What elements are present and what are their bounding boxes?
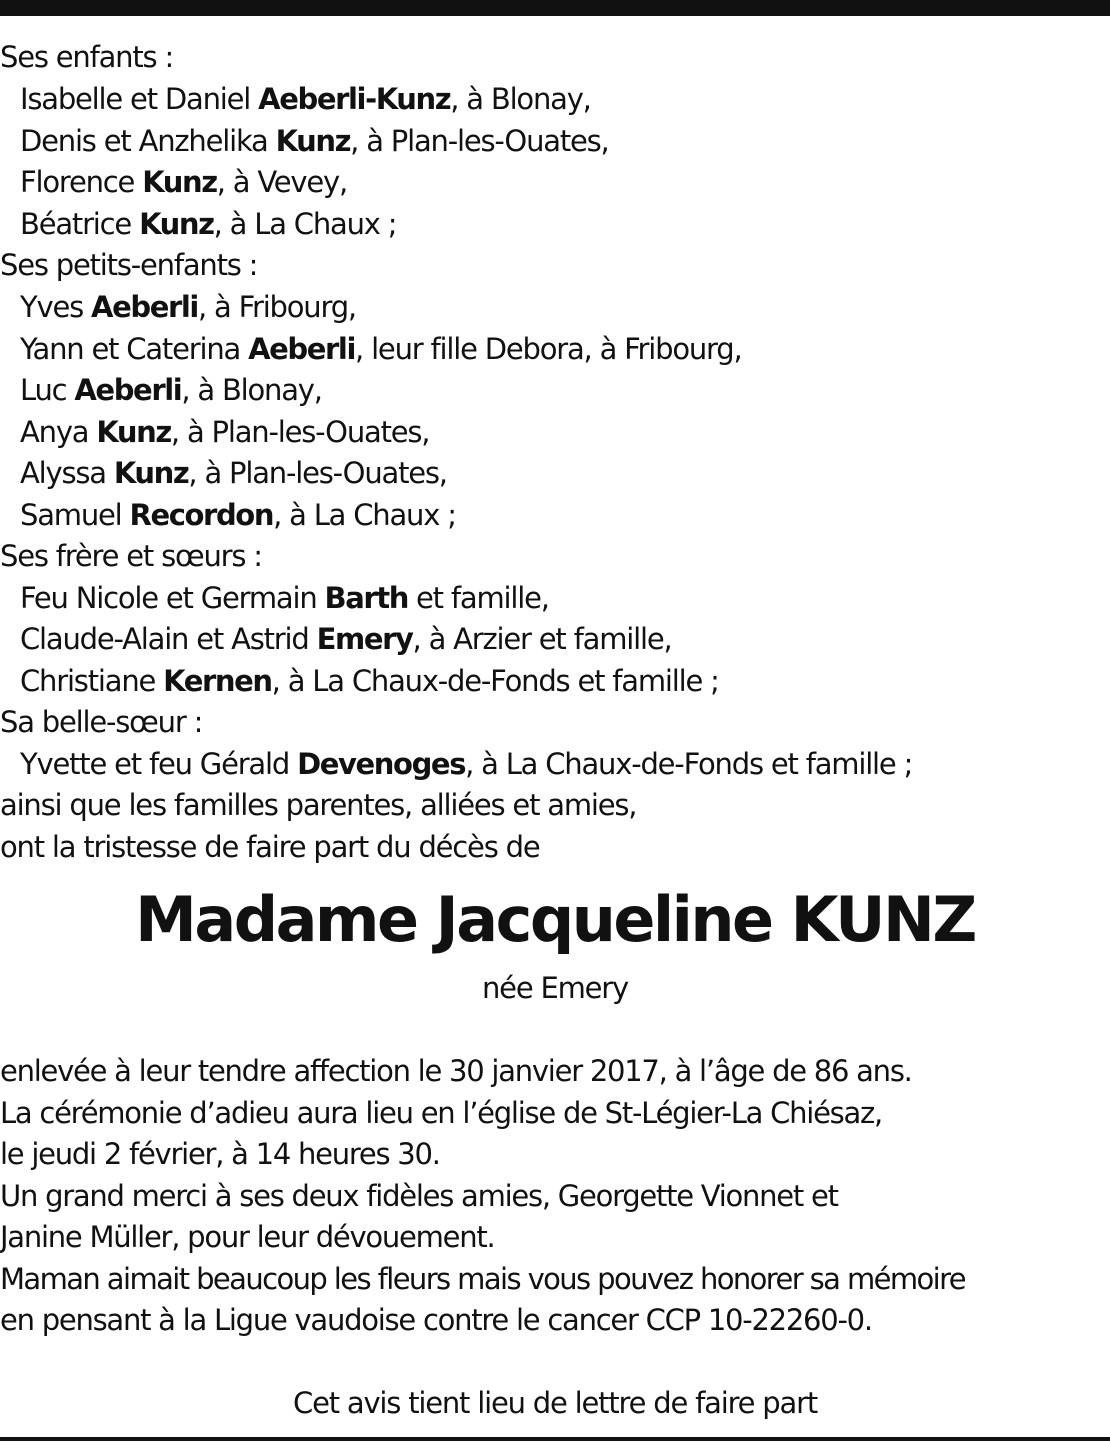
given-names: Denis et Anzhelika [20, 124, 276, 158]
grandchildren-heading: Ses petits-enfants : [0, 248, 258, 282]
family-entry [20, 411, 429, 453]
surname: Kunz [142, 165, 217, 199]
children-heading: Ses enfants : [0, 40, 174, 74]
notice-footer: Cet avis tient lieu de lettre de faire part [293, 1386, 817, 1420]
given-names: Florence [20, 165, 143, 199]
location: , à La Chaux-de-Fonds et famille ; [271, 664, 719, 698]
family-entry [20, 369, 322, 411]
death-date-line: enlevée à leur tendre affection le 30 janvier 2017, à l’âge de 86 ans. [0, 1054, 912, 1088]
surname: Emery [316, 622, 413, 656]
surname: Kunz [113, 456, 189, 490]
surname: Aeberli [91, 290, 198, 324]
location: , à Arzier et famille, [412, 622, 672, 656]
given-names: Claude-Alain et Astrid [20, 622, 317, 656]
maiden-name: née Emery [482, 971, 628, 1005]
top-border-rule [0, 0, 1110, 16]
surname: Kernen [163, 664, 272, 698]
donation-line-2: en pensant à la Ligue vaudoise contre le cancer CCP 10-22260-0. [0, 1303, 872, 1337]
family-entry [20, 203, 396, 245]
family-entry [20, 494, 456, 536]
surname: Aeberli [248, 332, 356, 366]
family-entry [20, 743, 912, 785]
location: , à Plan-les-Ouates, [170, 415, 430, 449]
surname: Kunz [275, 124, 351, 158]
family-entry [20, 577, 549, 619]
location: , à Plan-les-Ouates, [188, 456, 447, 490]
thanks-line-1: Un grand merci à ses deux fidèles amies, Georgette Vionnet et [0, 1179, 838, 1213]
family-entry [20, 286, 356, 328]
surname: Aeberli-Kunz [258, 82, 451, 116]
location: , à Blonay, [450, 82, 591, 116]
given-names: Yves [20, 290, 92, 324]
family-entry [20, 452, 447, 494]
family-entry [20, 660, 719, 702]
location: , à La Chaux ; [213, 207, 397, 241]
location: , à Blonay, [181, 373, 322, 407]
given-names: Yann et Caterina [20, 332, 249, 366]
location: , à Plan-les-Ouates, [350, 124, 609, 158]
ceremony-time-line: le jeudi 2 février, à 14 heures 30. [0, 1137, 440, 1171]
donation-line-1: Maman aimait beaucoup les fleurs mais vous pouvez honorer sa mémoire [0, 1262, 966, 1296]
location: et famille, [408, 581, 549, 615]
siblings-heading: Ses frère et sœurs : [0, 539, 262, 573]
thanks-line-2: Janine Müller, pour leur dévouement. [0, 1220, 495, 1254]
given-names: Luc [20, 373, 75, 407]
ceremony-line: La cérémonie d’adieu aura lieu en l’église de St-Légier-La Chiésaz, [0, 1096, 883, 1130]
family-entry [20, 618, 671, 660]
family-entry [20, 161, 347, 203]
closing-line-announcement: ont la tristesse de faire part du décès de [0, 830, 540, 864]
surname: Aeberli [74, 373, 182, 407]
deceased-name: Madame Jacqueline KUNZ [135, 883, 975, 956]
family-entry [20, 78, 591, 120]
given-names: Béatrice [20, 207, 140, 241]
surname: Recordon [129, 498, 274, 532]
surname: Kunz [96, 415, 171, 449]
surname: Kunz [139, 207, 214, 241]
closing-line-families: ainsi que les familles parentes, alliées et amies, [0, 788, 637, 822]
family-entry [20, 328, 742, 370]
location: , à La Chaux-de-Fonds et famille ; [465, 747, 913, 781]
given-names: Feu Nicole et Germain [20, 581, 325, 615]
location: , à Vevey, [216, 165, 347, 199]
bottom-border-rule [0, 1437, 1110, 1441]
location: , leur fille Debora, à Fribourg, [355, 332, 742, 366]
sister-in-law-heading: Sa belle-sœur : [0, 705, 203, 739]
given-names: Samuel [20, 498, 130, 532]
surname: Barth [324, 581, 409, 615]
given-names: Yvette et feu Gérald [20, 747, 298, 781]
given-names: Christiane [20, 664, 164, 698]
given-names: Isabelle et Daniel [20, 82, 259, 116]
location: , à La Chaux ; [273, 498, 456, 532]
surname: Devenoges [297, 747, 466, 781]
given-names: Anya [20, 415, 97, 449]
location: , à Fribourg, [197, 290, 356, 324]
given-names: Alyssa [20, 456, 114, 490]
family-entry [20, 120, 609, 162]
